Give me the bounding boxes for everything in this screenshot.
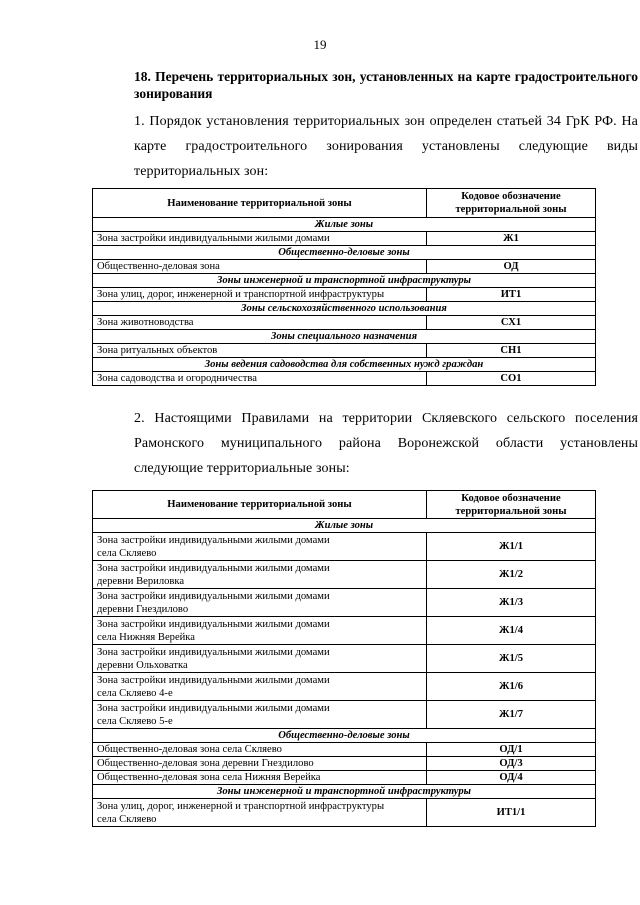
section-label: Общественно-деловые зоны (93, 246, 596, 260)
zone-code: Ж1/4 (427, 617, 596, 645)
section-label: Жилые зоны (93, 218, 596, 232)
section-label: Общественно-деловые зоны (93, 729, 596, 743)
table-section-row (93, 274, 596, 288)
zone-name: Общественно-деловая зона села Нижняя Верейка (93, 771, 427, 785)
table-row (93, 799, 596, 827)
table-section-row (93, 519, 596, 533)
zone-name-line2: села Скляево (97, 813, 157, 825)
zone-name (93, 799, 427, 827)
zone-name (93, 673, 427, 701)
table-section-row (93, 785, 596, 799)
section-label: Зоны ведения садоводства для собственных нужд граждан (93, 358, 596, 372)
zone-name (93, 561, 427, 589)
zone-name-line1: Зона застройки индивидуальными жилыми домами (97, 534, 330, 546)
zone-code: Ж1/3 (427, 589, 596, 617)
zone-name: Зона садоводства и огородничества (93, 372, 427, 386)
table-header-row (93, 491, 596, 519)
column-header-name: Наименование территориальной зоны (93, 491, 427, 519)
zone-name-line1: Зона застройки индивидуальными жилыми домами (97, 646, 330, 658)
table-row (93, 260, 596, 274)
table-row (93, 316, 596, 330)
zone-name-line1: Зона улиц, дорог, инженерной и транспортной инфраструктуры (97, 800, 385, 812)
table-section-row (93, 729, 596, 743)
zone-code: Ж1/1 (427, 533, 596, 561)
table-row (93, 589, 596, 617)
table-section-row (93, 358, 596, 372)
table-row (93, 673, 596, 701)
column-header-code: Кодовое обозначение территориальной зоны (427, 189, 596, 218)
table-row (93, 743, 596, 757)
zone-name-line1: Зона застройки индивидуальными жилыми домами (97, 618, 330, 630)
section-label: Жилые зоны (93, 519, 596, 533)
zone-code: ИТ1 (427, 288, 596, 302)
zone-name-line2: деревни Ольховатка (97, 659, 188, 671)
zone-code: СО1 (427, 372, 596, 386)
column-header-code: Кодовое обозначение территориальной зоны (427, 491, 596, 519)
paragraph-1: 1. Порядок установления территориальных зон определен статьей 34 ГрК РФ. На карте градостроительного зонирования установлены следующие виды территориальных зон: (134, 114, 638, 179)
section-label: Зоны инженерной и транспортной инфраструктуры (93, 274, 596, 288)
column-header-name: Наименование территориальной зоны (93, 189, 427, 218)
zone-name-line2: деревни Вериловка (97, 575, 185, 587)
zone-name-line1: Зона застройки индивидуальными жилыми домами (97, 674, 330, 686)
zone-name: Зона застройки индивидуальными жилыми домами (93, 232, 427, 246)
table-section-row (93, 246, 596, 260)
zone-name-line2: села Скляево 5-е (97, 715, 173, 727)
table-row (93, 757, 596, 771)
table-row (93, 288, 596, 302)
zone-name: Общественно-деловая зона села Скляево (93, 743, 427, 757)
zones-table-2 (92, 490, 596, 827)
zone-name-line2: деревни Гнездилово (97, 603, 189, 615)
zone-name: Общественно-деловая зона деревни Гнездилово (93, 757, 427, 771)
zone-name: Зона ритуальных объектов (93, 344, 427, 358)
zone-code: ОД/4 (427, 771, 596, 785)
zone-code: Ж1/7 (427, 701, 596, 729)
zone-name-line2: села Скляево 4-е (97, 687, 173, 699)
zone-name (93, 617, 427, 645)
zone-name-line1: Зона застройки индивидуальными жилыми домами (97, 562, 330, 574)
zone-code: ОД/1 (427, 743, 596, 757)
table-row (93, 372, 596, 386)
zone-name-line1: Зона застройки индивидуальными жилыми домами (97, 702, 330, 714)
zone-code: ОД/3 (427, 757, 596, 771)
table-row (93, 344, 596, 358)
zone-code: Ж1/5 (427, 645, 596, 673)
zone-name (93, 701, 427, 729)
zone-code: СХ1 (427, 316, 596, 330)
table-section-row (93, 218, 596, 232)
table-row (93, 232, 596, 246)
zones-table-1 (92, 188, 596, 386)
zone-name: Зона улиц, дорог, инженерной и транспортной инфраструктуры (93, 288, 427, 302)
zone-code: Ж1 (427, 232, 596, 246)
zone-code: ИТ1/1 (427, 799, 596, 827)
zone-name-line1: Зона застройки индивидуальными жилыми домами (97, 590, 330, 602)
table-row (93, 561, 596, 589)
table-section-row (93, 330, 596, 344)
zone-name: Общественно-деловая зона (93, 260, 427, 274)
table-section-row (93, 302, 596, 316)
zone-code: ОД (427, 260, 596, 274)
table-row (93, 771, 596, 785)
section-heading: 18. Перечень территориальных зон, установленных на карте градостроительного зонирования (134, 69, 638, 101)
zone-name: Зона животноводства (93, 316, 427, 330)
table-row (93, 645, 596, 673)
paragraph-2: 2. Настоящими Правилами на территории Скляевского сельского поселения Рамонского муниципального района Воронежской области установлены следующие территориальные зоны: (134, 411, 638, 476)
zone-code: СН1 (427, 344, 596, 358)
zone-name (93, 533, 427, 561)
section-label: Зоны инженерной и транспортной инфраструктуры (93, 785, 596, 799)
zone-name (93, 589, 427, 617)
table-row (93, 701, 596, 729)
zone-code: Ж1/6 (427, 673, 596, 701)
table-row (93, 617, 596, 645)
zone-name (93, 645, 427, 673)
zone-code: Ж1/2 (427, 561, 596, 589)
section-label: Зоны сельскохозяйственного использования (93, 302, 596, 316)
page-number: 19 (313, 37, 327, 52)
zone-name-line2: села Нижняя Верейка (97, 631, 195, 643)
zone-name-line2: села Скляево (97, 547, 157, 559)
table-row (93, 533, 596, 561)
table-header-row (93, 189, 596, 218)
section-label: Зоны специального назначения (93, 330, 596, 344)
